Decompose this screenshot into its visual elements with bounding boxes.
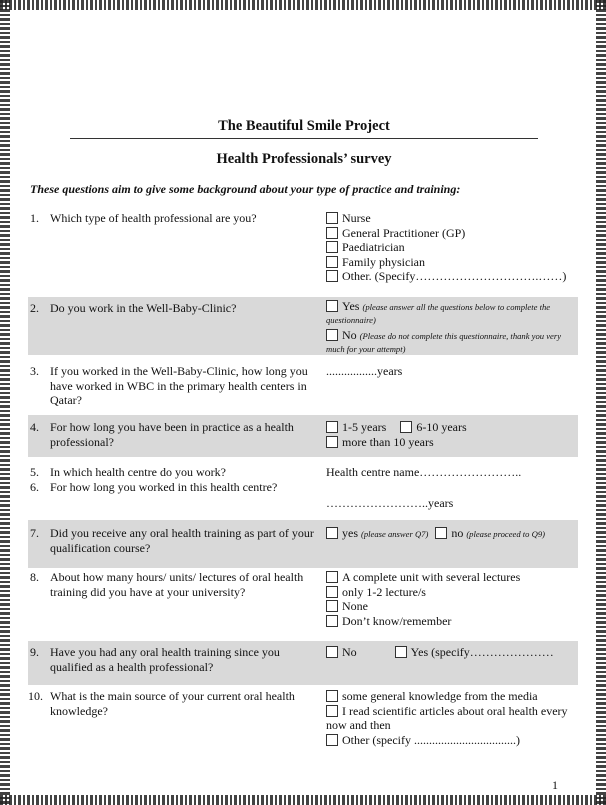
option-note: (please answer all the questions below to complete the questionnaire) xyxy=(326,302,551,325)
intro-text: These questions aim to give some background about your type of practice and training: xyxy=(30,182,461,196)
answer-options xyxy=(326,420,580,449)
border-left xyxy=(0,0,10,805)
document-subtitle: Health Professionals’ survey xyxy=(216,151,392,167)
question-number: 4. xyxy=(30,420,39,434)
checkbox[interactable] xyxy=(326,436,338,448)
checkbox[interactable] xyxy=(326,690,338,702)
question-5-6 xyxy=(28,465,578,513)
answer-options xyxy=(326,689,580,747)
question-9 xyxy=(28,641,578,685)
answer-options xyxy=(326,645,580,660)
option-label: None xyxy=(342,599,368,613)
checkbox[interactable] xyxy=(326,527,338,539)
option-label: Yes (specify………………… xyxy=(410,645,554,659)
question-number: 9. xyxy=(30,645,39,659)
option-note: (please answer Q7) xyxy=(361,529,429,539)
question-number: 1. xyxy=(30,211,39,225)
question-number: 10. xyxy=(28,689,43,703)
checkbox[interactable] xyxy=(326,421,338,433)
question-text: For how long you worked in this health centre? xyxy=(50,480,278,494)
border-right xyxy=(596,0,606,805)
checkbox[interactable] xyxy=(326,705,338,717)
option-label: more than 10 years xyxy=(342,434,434,449)
option-label: I read scientific articles about oral health every now and then xyxy=(326,703,568,732)
question-3 xyxy=(28,364,578,410)
checkbox[interactable] xyxy=(326,586,338,598)
survey-page xyxy=(26,0,582,805)
question-number: 5. xyxy=(30,465,39,479)
question-number: 7. xyxy=(30,526,39,540)
title-rule xyxy=(70,138,538,139)
question-1 xyxy=(28,211,578,293)
question-text: Which type of health professional are you? xyxy=(50,211,257,225)
question-2 xyxy=(28,297,578,355)
question-text: For how long you have been in practice as a health professional? xyxy=(50,420,294,449)
checkbox[interactable] xyxy=(326,734,338,746)
option-note: (please proceed to Q9) xyxy=(466,529,545,539)
question-text: Did you receive any oral health training as part of your qualification course? xyxy=(50,526,314,555)
checkbox[interactable] xyxy=(326,571,338,583)
option-label: 6-10 years xyxy=(416,420,467,434)
question-number: 2. xyxy=(30,301,39,315)
checkbox[interactable] xyxy=(326,600,338,612)
document-title: The Beautiful Smile Project xyxy=(218,118,390,134)
checkbox[interactable] xyxy=(395,646,407,658)
question-8 xyxy=(28,570,578,632)
answer-field[interactable]: ……………………..years xyxy=(326,496,454,510)
answer-field[interactable]: .................years xyxy=(326,364,403,378)
option-label: Family physician xyxy=(342,254,425,269)
option-label: 1-5 years xyxy=(342,420,387,434)
question-text: What is the main source of your current oral health knowledge? xyxy=(50,689,295,718)
page-number: 1 xyxy=(552,778,558,792)
question-number: 6. xyxy=(30,480,39,494)
option-label: Don’t know/remember xyxy=(342,613,452,628)
option-label: General Practitioner (GP) xyxy=(342,225,466,240)
question-4 xyxy=(28,415,578,457)
answer-field[interactable]: Health centre name…………………….. xyxy=(326,465,522,479)
option-label: Other (specify ..................................) xyxy=(342,732,520,747)
question-text: Have you had any oral health training since you qualified as a health professional? xyxy=(50,645,280,674)
question-text: About how many hours/ units/ lectures of oral health training did you have at your university? xyxy=(50,570,304,599)
option-label: no xyxy=(451,526,464,540)
option-label: A complete unit with several lectures xyxy=(342,570,521,584)
option-label: yes xyxy=(342,526,358,540)
question-text: In which health centre do you work? xyxy=(50,465,226,479)
question-7 xyxy=(28,520,578,568)
checkbox[interactable] xyxy=(435,527,447,539)
option-label: No xyxy=(342,328,357,342)
question-number: 3. xyxy=(30,364,39,378)
answer-options xyxy=(326,526,580,542)
answer-options xyxy=(326,300,580,355)
option-label: some general knowledge from the media xyxy=(342,689,538,703)
checkbox[interactable] xyxy=(326,212,338,224)
option-label: Other. (Specify………………………….……) xyxy=(342,269,567,283)
question-text: Do you work in the Well-Baby-Clinic? xyxy=(50,301,237,315)
checkbox[interactable] xyxy=(326,227,338,239)
question-number: 8. xyxy=(30,570,39,584)
option-note: (Please do not complete this questionnaire, thank you very much for your attempt) xyxy=(326,331,562,354)
question-10 xyxy=(28,689,578,751)
checkbox[interactable] xyxy=(326,646,338,658)
checkbox[interactable] xyxy=(400,421,412,433)
checkbox[interactable] xyxy=(326,300,338,312)
answer-options xyxy=(326,570,580,628)
option-label: Paediatrician xyxy=(342,240,405,254)
checkbox[interactable] xyxy=(326,241,338,253)
checkbox[interactable] xyxy=(326,615,338,627)
option-label: Nurse xyxy=(342,211,371,225)
checkbox[interactable] xyxy=(326,329,338,341)
checkbox[interactable] xyxy=(326,270,338,282)
option-label: Yes xyxy=(342,299,360,313)
question-text: If you worked in the Well-Baby-Clinic, how long you have worked in WBC in the primary health centers in Qatar? xyxy=(50,364,308,407)
option-label: only 1-2 lecture/s xyxy=(342,584,426,599)
answer-options xyxy=(326,211,580,284)
option-label: No xyxy=(342,645,357,659)
checkbox[interactable] xyxy=(326,256,338,268)
